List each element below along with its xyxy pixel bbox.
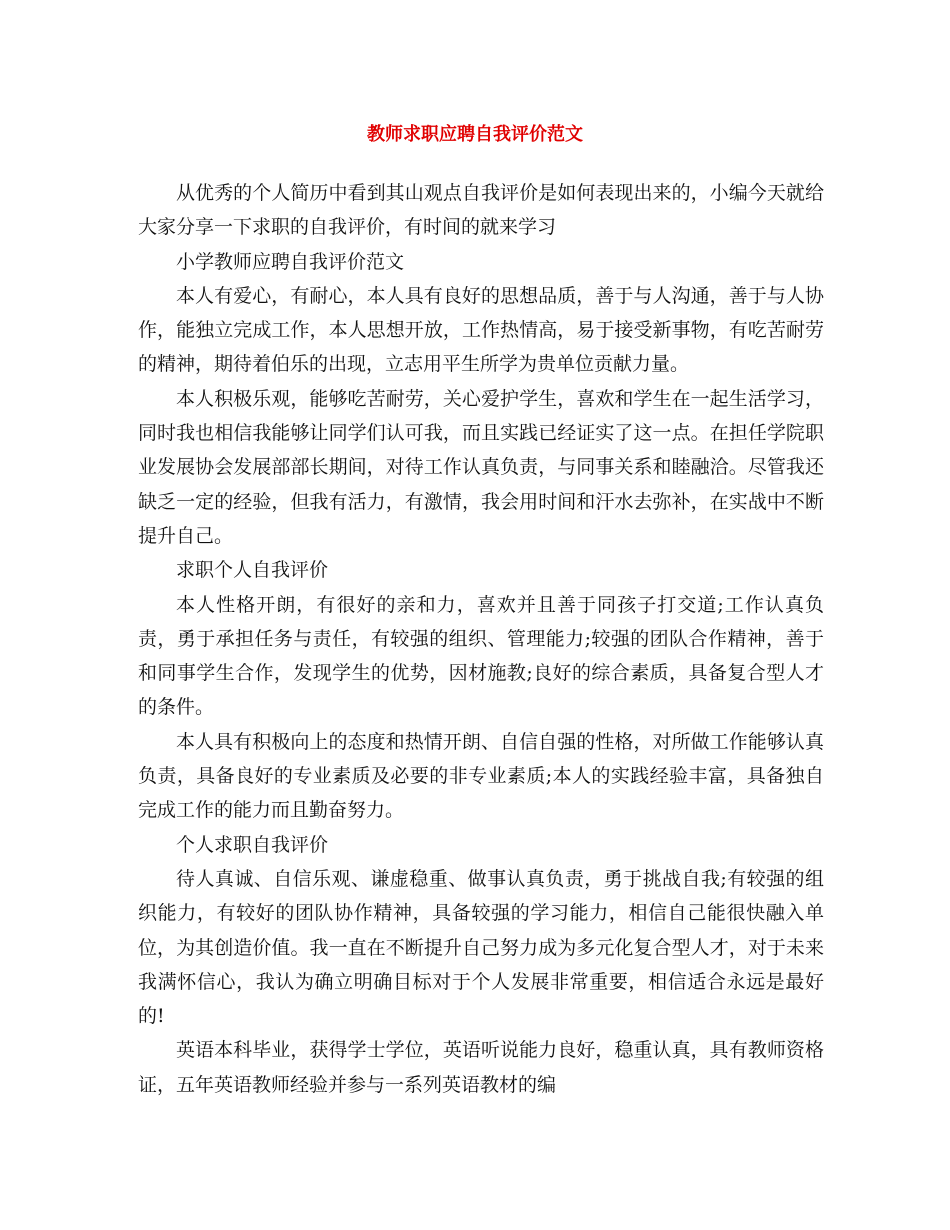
body-paragraph: 待人真诚、自信乐观、谦虚稳重、做事认真负责，勇于挑战自我;有较强的组织能力，有较好的团队协作精神，具备较强的学习能力，相信自己能很快融入单位，为其创造价值。我一直在不断提升自己努力成为多元化复合型人才，对于未来我满怀信心，我认为确立明确目标对于个人发展非常重要，相信适合永远是最好的! <box>138 867 824 1028</box>
body-paragraph: 本人有爱心，有耐心，本人具有良好的思想品质，善于与人沟通，善于与人协作，能独立完成工作，本人思想开放，工作热情高，易于接受新事物，有吃苦耐劳的精神，期待着伯乐的出现，立志用平生所学为贵单位贡献力量。 <box>138 284 824 376</box>
document-title: 教师求职应聘自我评价范文 <box>367 124 583 145</box>
document-body <box>138 176 824 1102</box>
section-heading-primary-teacher: 小学教师应聘自我评价范文 <box>176 250 405 273</box>
section-heading-job-self-evaluation: 求职个人自我评价 <box>176 559 329 582</box>
body-paragraph: 本人性格开朗，有很好的亲和力，喜欢并且善于同孩子打交道;工作认真负责，勇于承担任务与责任，有较强的组织、管理能力;较强的团队合作精神，善于和同事学生合作，发现学生的优势，因材施教;良好的综合素质，具备复合型人才的条件。 <box>138 593 824 719</box>
body-paragraph: 本人积极乐观，能够吃苦耐劳，关心爱护学生，喜欢和学生在一起生活学习，同时我也相信我能够让同学们认可我，而且实践已经证实了这一点。在担任学院职业发展协会发展部部长期间，对待工作认真负责，与同事关系和睦融洽。尽管我还缺乏一定的经验，但我有活力，有激情，我会用时间和汗水去弥补，在实战中不断提升自己。 <box>138 387 824 547</box>
body-paragraph: 本人具有积极向上的态度和热情开朗、自信自强的性格，对所做工作能够认真负责，具备良好的专业素质及必要的非专业素质;本人的实践经验丰富，具备独自完成工作的能力而且勤奋努力。 <box>138 730 824 822</box>
intro-paragraph: 从优秀的个人简历中看到其山观点自我评价是如何表现出来的，小编今天就给大家分享一下求职的自我评价，有时间的就来学习 <box>138 182 824 239</box>
section-heading-personal-self-evaluation: 个人求职自我评价 <box>176 833 329 856</box>
body-paragraph: 英语本科毕业，获得学士学位，英语听说能力良好，稳重认真，具有教师资格证，五年英语教师经验并参与一系列英语教材的编 <box>138 1039 824 1096</box>
